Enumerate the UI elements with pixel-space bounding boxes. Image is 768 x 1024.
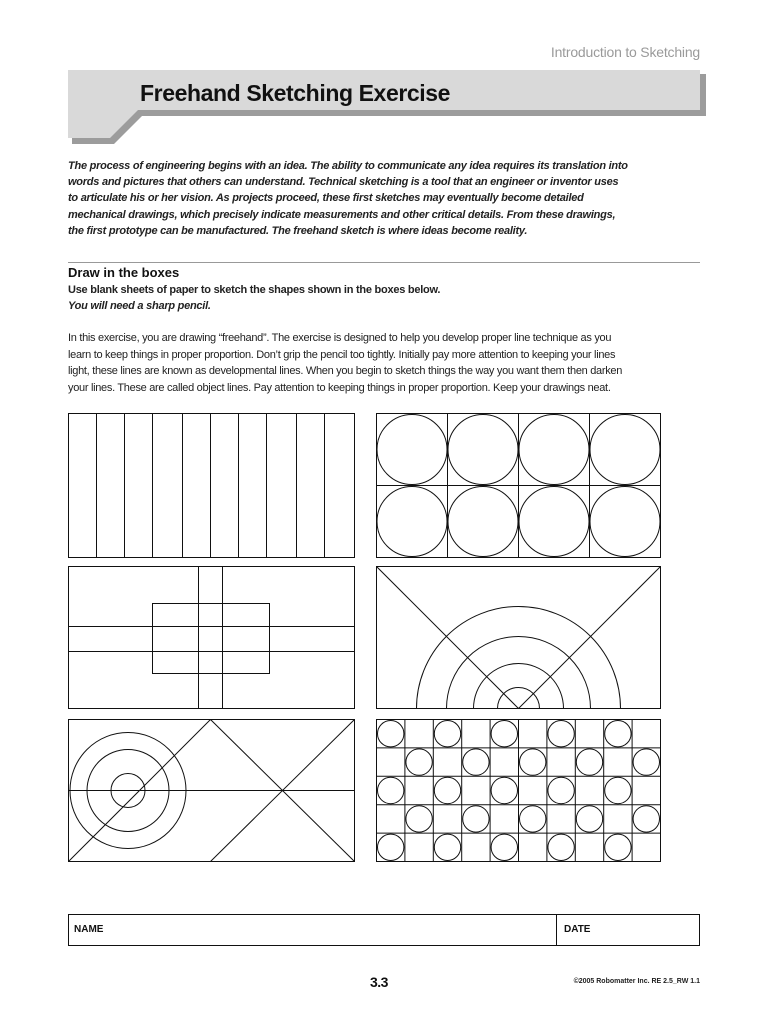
exercise-box-circles: [377, 414, 661, 558]
grid-circle: [378, 777, 404, 803]
instruction-line-2: You will need a sharp pencil.: [68, 300, 211, 312]
exercise-box-checker-circles: [377, 720, 661, 862]
grid-circle: [605, 834, 631, 860]
exercise-box-vertical-lines: [69, 414, 355, 558]
grid-circle: [434, 721, 460, 747]
page-title: Freehand Sketching Exercise: [140, 80, 451, 106]
exercise-box-cross-rectangle: [69, 567, 355, 709]
grid-circle: [633, 806, 659, 832]
grid-circle: [434, 834, 460, 860]
grid-circle: [605, 721, 631, 747]
grid-circle: [434, 777, 460, 803]
grid-circle: [520, 806, 546, 832]
grid-circle: [406, 806, 432, 832]
grid-circle: [605, 777, 631, 803]
exercise-box-concentric: [69, 720, 355, 862]
date-label: DATE: [564, 924, 591, 935]
exercise-description: In this exercise, you are drawing “freehand”. The exercise is designed to help you develop proper line technique as you learn to keep things in proper proportion. Don’t grip the pencil too tightly. Initially pay more attention to keeping your lines light, these lines are known as developmental lines. When you begin to sketch things the way you want them then darken your lines. These are called object lines. Pay attention to keeping things in proper proportion. Keep your drawings neat.: [68, 332, 623, 394]
grid-circle: [520, 749, 546, 775]
section-heading: Draw in the boxes: [68, 265, 180, 280]
grid-circle: [548, 721, 574, 747]
grid-circle: [491, 721, 517, 747]
grid-circle: [378, 721, 404, 747]
grid-circle: [378, 834, 404, 860]
intro-paragraph: The process of engineering begins with an idea. The ability to communicate any idea requires its translation into words and pictures that others can understand. Technical sketching is a tool that an engineer or inventor uses to articulate his or her vision. As projects proceed, these first sketches may eventually become detailed mechanical drawings, which precisely indicate measurements and other critical details. From these drawings, the first prototype can be manufactured. The freehand sketch is where ideas become reality.: [68, 160, 628, 237]
grid-circle: [463, 749, 489, 775]
grid-circle: [576, 806, 602, 832]
grid-circle: [463, 806, 489, 832]
grid-circle: [491, 777, 517, 803]
section-header-label: Introduction to Sketching: [550, 44, 700, 60]
grid-circle: [491, 834, 517, 860]
name-date-bar: [68, 914, 700, 946]
grid-circle: [406, 749, 432, 775]
exercise-box-arcs: [377, 567, 661, 709]
grid-circle: [548, 777, 574, 803]
copyright: ©2005 Robomatter Inc. RE 2.5_RW 1.1: [573, 978, 700, 985]
grid-circle: [576, 749, 602, 775]
grid-circle: [548, 834, 574, 860]
instruction-line-1: Use blank sheets of paper to sketch the shapes shown in the boxes below.: [68, 284, 441, 296]
grid-circle: [633, 749, 659, 775]
name-date-divider: [556, 914, 557, 946]
name-label: NAME: [74, 924, 104, 935]
page-number: 3.3: [370, 974, 388, 990]
